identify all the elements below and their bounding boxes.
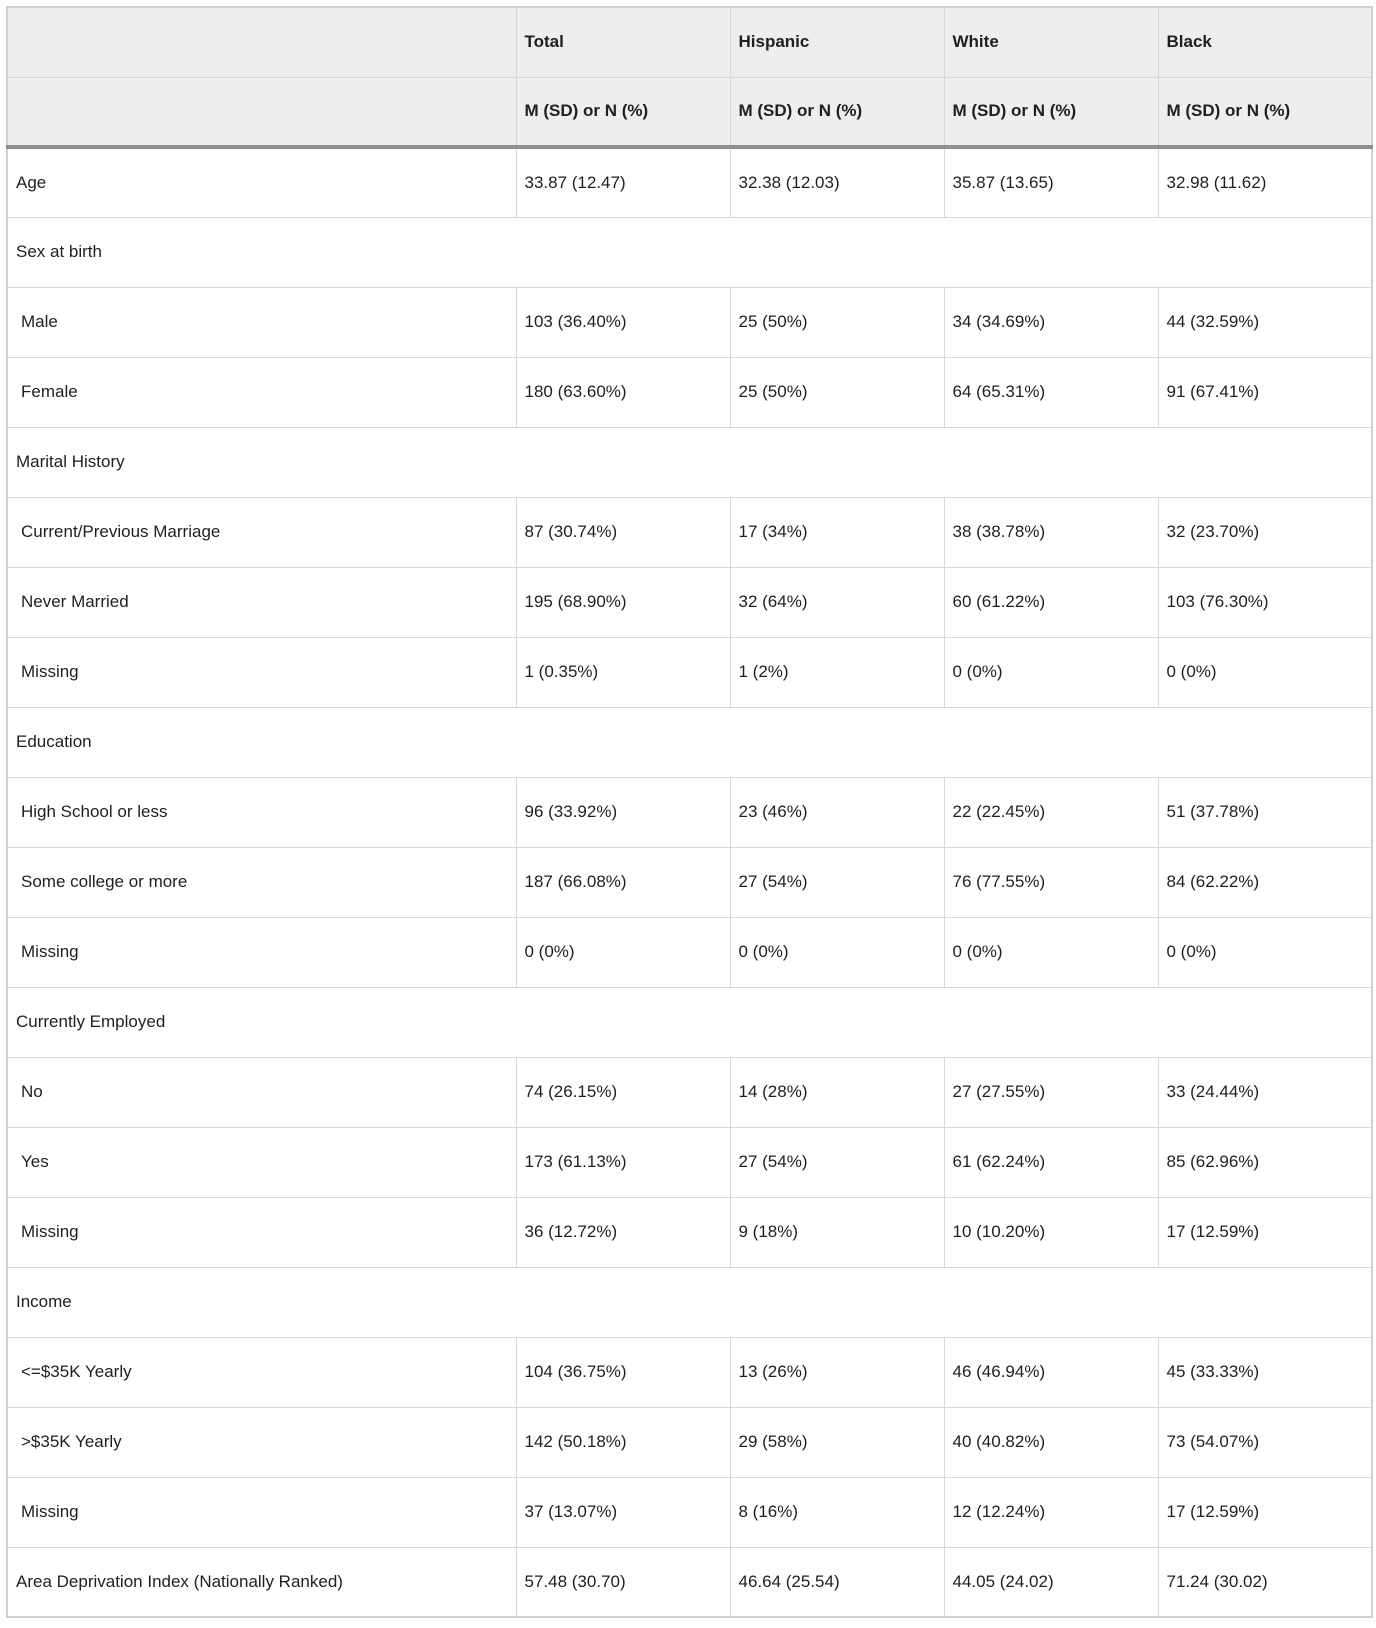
table-row (7, 1197, 1372, 1267)
subheader-cell-total: M (SD) or N (%) (516, 77, 730, 147)
header-cell-empty (7, 7, 516, 77)
table-row (7, 1407, 1372, 1477)
cell-total: 0 (0%) (516, 917, 730, 987)
cell-white: 44.05 (24.02) (944, 1547, 1158, 1617)
row-label: Missing (7, 1477, 516, 1547)
table-container (6, 6, 1373, 1618)
cell-hispanic: 25 (50%) (730, 287, 944, 357)
table-row (7, 777, 1372, 847)
cell-white: 34 (34.69%) (944, 287, 1158, 357)
subheader-cell-hispanic: M (SD) or N (%) (730, 77, 944, 147)
row-label: Yes (7, 1127, 516, 1197)
table-row (7, 567, 1372, 637)
cell-white: 60 (61.22%) (944, 567, 1158, 637)
row-label: No (7, 1057, 516, 1127)
cell-white: 46 (46.94%) (944, 1337, 1158, 1407)
table-row (7, 1477, 1372, 1547)
cell-hispanic: 14 (28%) (730, 1057, 944, 1127)
cell-white: 64 (65.31%) (944, 357, 1158, 427)
section-label: Income (7, 1267, 1372, 1337)
cell-total: 74 (26.15%) (516, 1057, 730, 1127)
table-row (7, 637, 1372, 707)
cell-black: 71.24 (30.02) (1158, 1547, 1372, 1617)
cell-hispanic: 25 (50%) (730, 357, 944, 427)
cell-total: 187 (66.08%) (516, 847, 730, 917)
table-row (7, 497, 1372, 567)
cell-total: 173 (61.13%) (516, 1127, 730, 1197)
row-label: High School or less (7, 777, 516, 847)
table-row (7, 147, 1372, 217)
cell-hispanic: 13 (26%) (730, 1337, 944, 1407)
cell-white: 10 (10.20%) (944, 1197, 1158, 1267)
section-row (7, 217, 1372, 287)
table-row (7, 1547, 1372, 1617)
cell-black: 33 (24.44%) (1158, 1057, 1372, 1127)
row-label: Some college or more (7, 847, 516, 917)
cell-hispanic: 29 (58%) (730, 1407, 944, 1477)
cell-black: 45 (33.33%) (1158, 1337, 1372, 1407)
row-label: Never Married (7, 567, 516, 637)
cell-hispanic: 1 (2%) (730, 637, 944, 707)
cell-black: 84 (62.22%) (1158, 847, 1372, 917)
cell-total: 1 (0.35%) (516, 637, 730, 707)
row-label: Age (7, 147, 516, 217)
cell-hispanic: 0 (0%) (730, 917, 944, 987)
cell-black: 73 (54.07%) (1158, 1407, 1372, 1477)
row-label: Area Deprivation Index (Nationally Ranked) (7, 1547, 516, 1617)
header-cell-white: White (944, 7, 1158, 77)
header-cell-black: Black (1158, 7, 1372, 77)
header-row-groups (7, 7, 1372, 77)
subheader-cell-white: M (SD) or N (%) (944, 77, 1158, 147)
cell-hispanic: 32 (64%) (730, 567, 944, 637)
row-label: >$35K Yearly (7, 1407, 516, 1477)
table-row (7, 287, 1372, 357)
cell-hispanic: 8 (16%) (730, 1477, 944, 1547)
table-row (7, 1127, 1372, 1197)
cell-total: 142 (50.18%) (516, 1407, 730, 1477)
row-label: <=$35K Yearly (7, 1337, 516, 1407)
cell-total: 87 (30.74%) (516, 497, 730, 567)
cell-white: 76 (77.55%) (944, 847, 1158, 917)
cell-black: 51 (37.78%) (1158, 777, 1372, 847)
cell-black: 0 (0%) (1158, 917, 1372, 987)
cell-total: 57.48 (30.70) (516, 1547, 730, 1617)
section-label: Sex at birth (7, 217, 1372, 287)
section-row (7, 987, 1372, 1057)
cell-white: 12 (12.24%) (944, 1477, 1158, 1547)
cell-total: 103 (36.40%) (516, 287, 730, 357)
cell-white: 40 (40.82%) (944, 1407, 1158, 1477)
cell-black: 0 (0%) (1158, 637, 1372, 707)
header-cell-hispanic: Hispanic (730, 7, 944, 77)
subheader-cell-black: M (SD) or N (%) (1158, 77, 1372, 147)
row-label: Missing (7, 917, 516, 987)
subheader-cell-empty (7, 77, 516, 147)
table-row (7, 357, 1372, 427)
cell-black: 32.98 (11.62) (1158, 147, 1372, 217)
cell-total: 96 (33.92%) (516, 777, 730, 847)
table-header (7, 7, 1372, 147)
cell-white: 0 (0%) (944, 637, 1158, 707)
row-label: Male (7, 287, 516, 357)
section-label: Marital History (7, 427, 1372, 497)
cell-hispanic: 27 (54%) (730, 1127, 944, 1197)
cell-hispanic: 9 (18%) (730, 1197, 944, 1267)
section-label: Currently Employed (7, 987, 1372, 1057)
cell-hispanic: 32.38 (12.03) (730, 147, 944, 217)
cell-black: 44 (32.59%) (1158, 287, 1372, 357)
cell-total: 36 (12.72%) (516, 1197, 730, 1267)
section-row (7, 1267, 1372, 1337)
cell-total: 104 (36.75%) (516, 1337, 730, 1407)
cell-hispanic: 46.64 (25.54) (730, 1547, 944, 1617)
table-row (7, 1337, 1372, 1407)
section-label: Education (7, 707, 1372, 777)
cell-black: 32 (23.70%) (1158, 497, 1372, 567)
cell-black: 103 (76.30%) (1158, 567, 1372, 637)
row-label: Female (7, 357, 516, 427)
table-row (7, 847, 1372, 917)
cell-total: 33.87 (12.47) (516, 147, 730, 217)
header-row-stats (7, 77, 1372, 147)
cell-black: 85 (62.96%) (1158, 1127, 1372, 1197)
header-cell-total: Total (516, 7, 730, 77)
cell-white: 27 (27.55%) (944, 1057, 1158, 1127)
section-row (7, 427, 1372, 497)
cell-white: 22 (22.45%) (944, 777, 1158, 847)
cell-hispanic: 27 (54%) (730, 847, 944, 917)
section-row (7, 707, 1372, 777)
row-label: Missing (7, 1197, 516, 1267)
cell-black: 17 (12.59%) (1158, 1197, 1372, 1267)
cell-black: 17 (12.59%) (1158, 1477, 1372, 1547)
cell-total: 195 (68.90%) (516, 567, 730, 637)
cell-white: 35.87 (13.65) (944, 147, 1158, 217)
cell-hispanic: 23 (46%) (730, 777, 944, 847)
table-row (7, 917, 1372, 987)
table-body (7, 147, 1372, 1617)
row-label: Current/Previous Marriage (7, 497, 516, 567)
cell-white: 61 (62.24%) (944, 1127, 1158, 1197)
cell-total: 180 (63.60%) (516, 357, 730, 427)
row-label: Missing (7, 637, 516, 707)
cell-black: 91 (67.41%) (1158, 357, 1372, 427)
cell-white: 0 (0%) (944, 917, 1158, 987)
demographics-table (6, 6, 1373, 1618)
cell-total: 37 (13.07%) (516, 1477, 730, 1547)
cell-hispanic: 17 (34%) (730, 497, 944, 567)
table-row (7, 1057, 1372, 1127)
cell-white: 38 (38.78%) (944, 497, 1158, 567)
